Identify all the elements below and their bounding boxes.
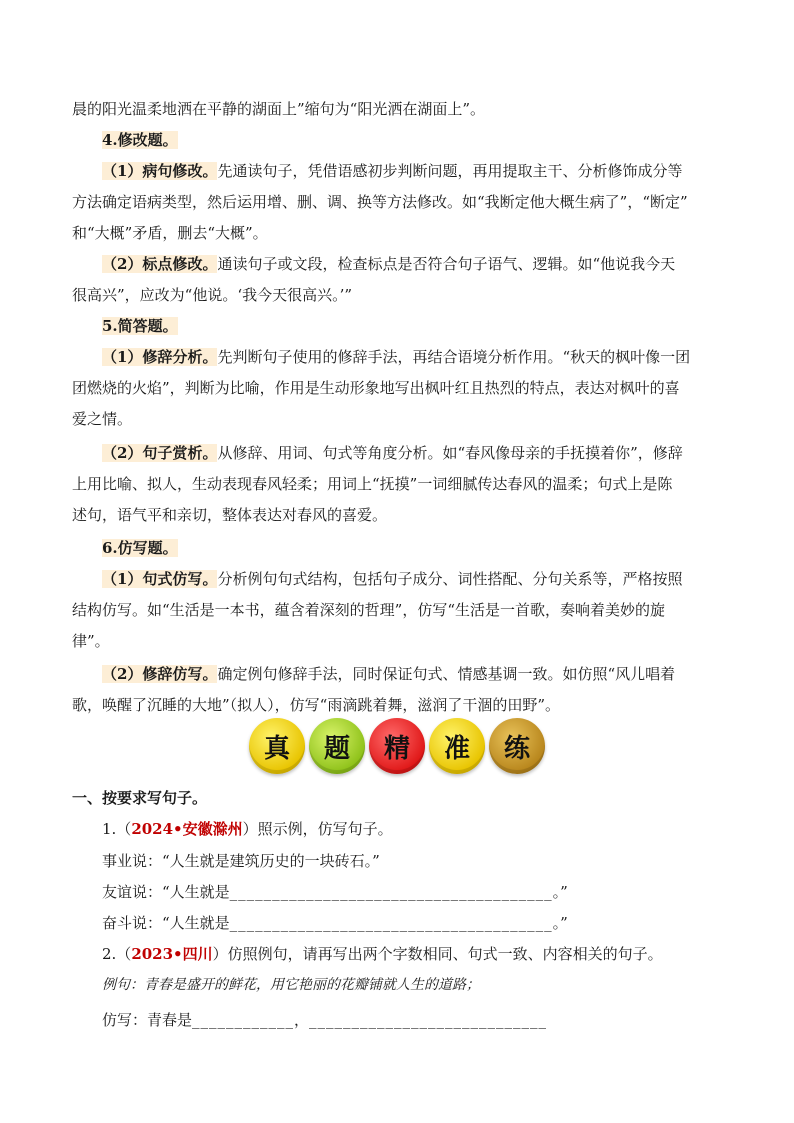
term-label: （2）句子赏析。 <box>102 444 218 462</box>
paragraph-4-1: （1）病句修改。先通读句子，凭借语感初步判断问题，再用提取主干、分析修饰成分等 <box>102 162 683 180</box>
paragraph-6-2-line2: 歌，唤醒了沉睡的大地”（拟人），仿写“雨滴跳着舞，滋润了干涸的田野”。 <box>72 696 561 714</box>
paragraph-continued: 晨的阳光温柔地洒在平静的湖面上”缩句为“阳光洒在湖面上”。 <box>72 100 486 118</box>
banner-ball: 练 <box>489 718 545 774</box>
answer-blank[interactable]: ______________________________________ <box>229 914 553 932</box>
banner-ball: 真 <box>249 718 305 774</box>
paragraph-6-1-line2: 结构仿写。如“生活是一本书，蕴含着深刻的哲理”，仿写“生活是一首歌，奏响着美妙的旋 <box>72 601 666 619</box>
paragraph-5-2: （2）句子赏析。从修辞、用词、句式等角度分析。如“春风像母亲的手抚摸着你”，修辞 <box>102 444 683 462</box>
heading-6-label: 6.仿写题。 <box>102 539 178 557</box>
paragraph-5-2-line2: 上用比喻、拟人，生动表现春风轻柔；用词上“抚摸”一词细腻传达春风的温柔；句式上是陈 <box>72 475 673 493</box>
paragraph-5-1: （1）修辞分析。先判断句子使用的修辞手法，再结合语境分析作用。“秋天的枫叶像一团 <box>102 348 691 366</box>
question-2: 2.（2023•四川）仿照例句，请再写出两个字数相同、句式一致、内容相关的句子。 <box>102 945 663 963</box>
section-heading: 一、按要求写句子。 <box>72 789 208 807</box>
question-1-example: 事业说：“人生就是建筑历史的一块砖石。” <box>102 852 380 870</box>
paragraph-6-2: （2）修辞仿写。确定例句修辞手法，同时保证句式、情感基调一致。如仿照“风儿唱着 <box>102 665 676 683</box>
paragraph-6-1-line3: 律”。 <box>72 632 110 650</box>
paragraph-4-1-line2: 方法确定语病类型，然后运用增、删、调、换等方法修改。如“我断定他大概生病了”，“断定” <box>72 193 688 211</box>
question-1: 1.（2024•安徽滁州）照示例，仿写句子。 <box>102 820 393 838</box>
question-1-answer-b: 奋斗说：“人生就是______________________________________。” <box>102 914 568 932</box>
answer-blank[interactable]: ______________________________________ <box>229 883 553 901</box>
section-banner <box>0 718 794 778</box>
question-2-answer: 仿写：青春是____________，____________________________ <box>102 1011 548 1029</box>
paragraph-4-1-line3: 和“大概”矛盾，删去“大概”。 <box>72 224 268 242</box>
heading-4-label: 4.修改题。 <box>102 131 178 149</box>
heading-4 <box>72 125 722 156</box>
banner-ball: 精 <box>369 718 425 774</box>
heading-6 <box>72 533 722 564</box>
paragraph-6-1: （1）句式仿写。分析例句句式结构，包括句子成分、词性搭配、分句关系等，严格按照 <box>102 570 683 588</box>
heading-5 <box>72 311 722 342</box>
paragraph-4-2: （2）标点修改。通读句子或文段，检查标点是否符合句子语气、逻辑。如“他说我今天 <box>102 255 676 273</box>
answer-blank[interactable]: ____________________________ <box>309 1011 548 1029</box>
term-label: （2）标点修改。 <box>102 255 218 273</box>
paragraph-5-2-line3: 述句，语气平和亲切，整体表达对春风的喜爱。 <box>72 506 388 524</box>
banner-ball: 准 <box>429 718 485 774</box>
term-label: （1）病句修改。 <box>102 162 218 180</box>
term-label: （2）修辞仿写。 <box>102 665 218 683</box>
paragraph-5-1-line3: 爱之情。 <box>72 410 133 428</box>
banner-ball: 题 <box>309 718 365 774</box>
paragraph-5-1-line2: 团燃烧的火焰”，判断为比喻，作用是生动形象地写出枫叶红且热烈的特点，表达对枫叶的喜 <box>72 379 680 397</box>
question-source: 2023•四川 <box>131 945 213 963</box>
answer-blank[interactable]: ____________ <box>192 1011 295 1029</box>
term-label: （1）修辞分析。 <box>102 348 218 366</box>
paragraph-4-2-line2: 很高兴”，应改为“他说。‘我今天很高兴。’” <box>72 286 353 304</box>
heading-5-label: 5.简答题。 <box>102 317 178 335</box>
question-1-answer-a: 友谊说：“人生就是______________________________________。” <box>102 883 568 901</box>
question-2-example: 例句：青春是盛开的鲜花，用它艳丽的花瓣铺就人生的道路； <box>102 977 480 993</box>
term-label: （1）句式仿写。 <box>102 570 218 588</box>
question-source: 2024•安徽滁州 <box>131 820 243 838</box>
